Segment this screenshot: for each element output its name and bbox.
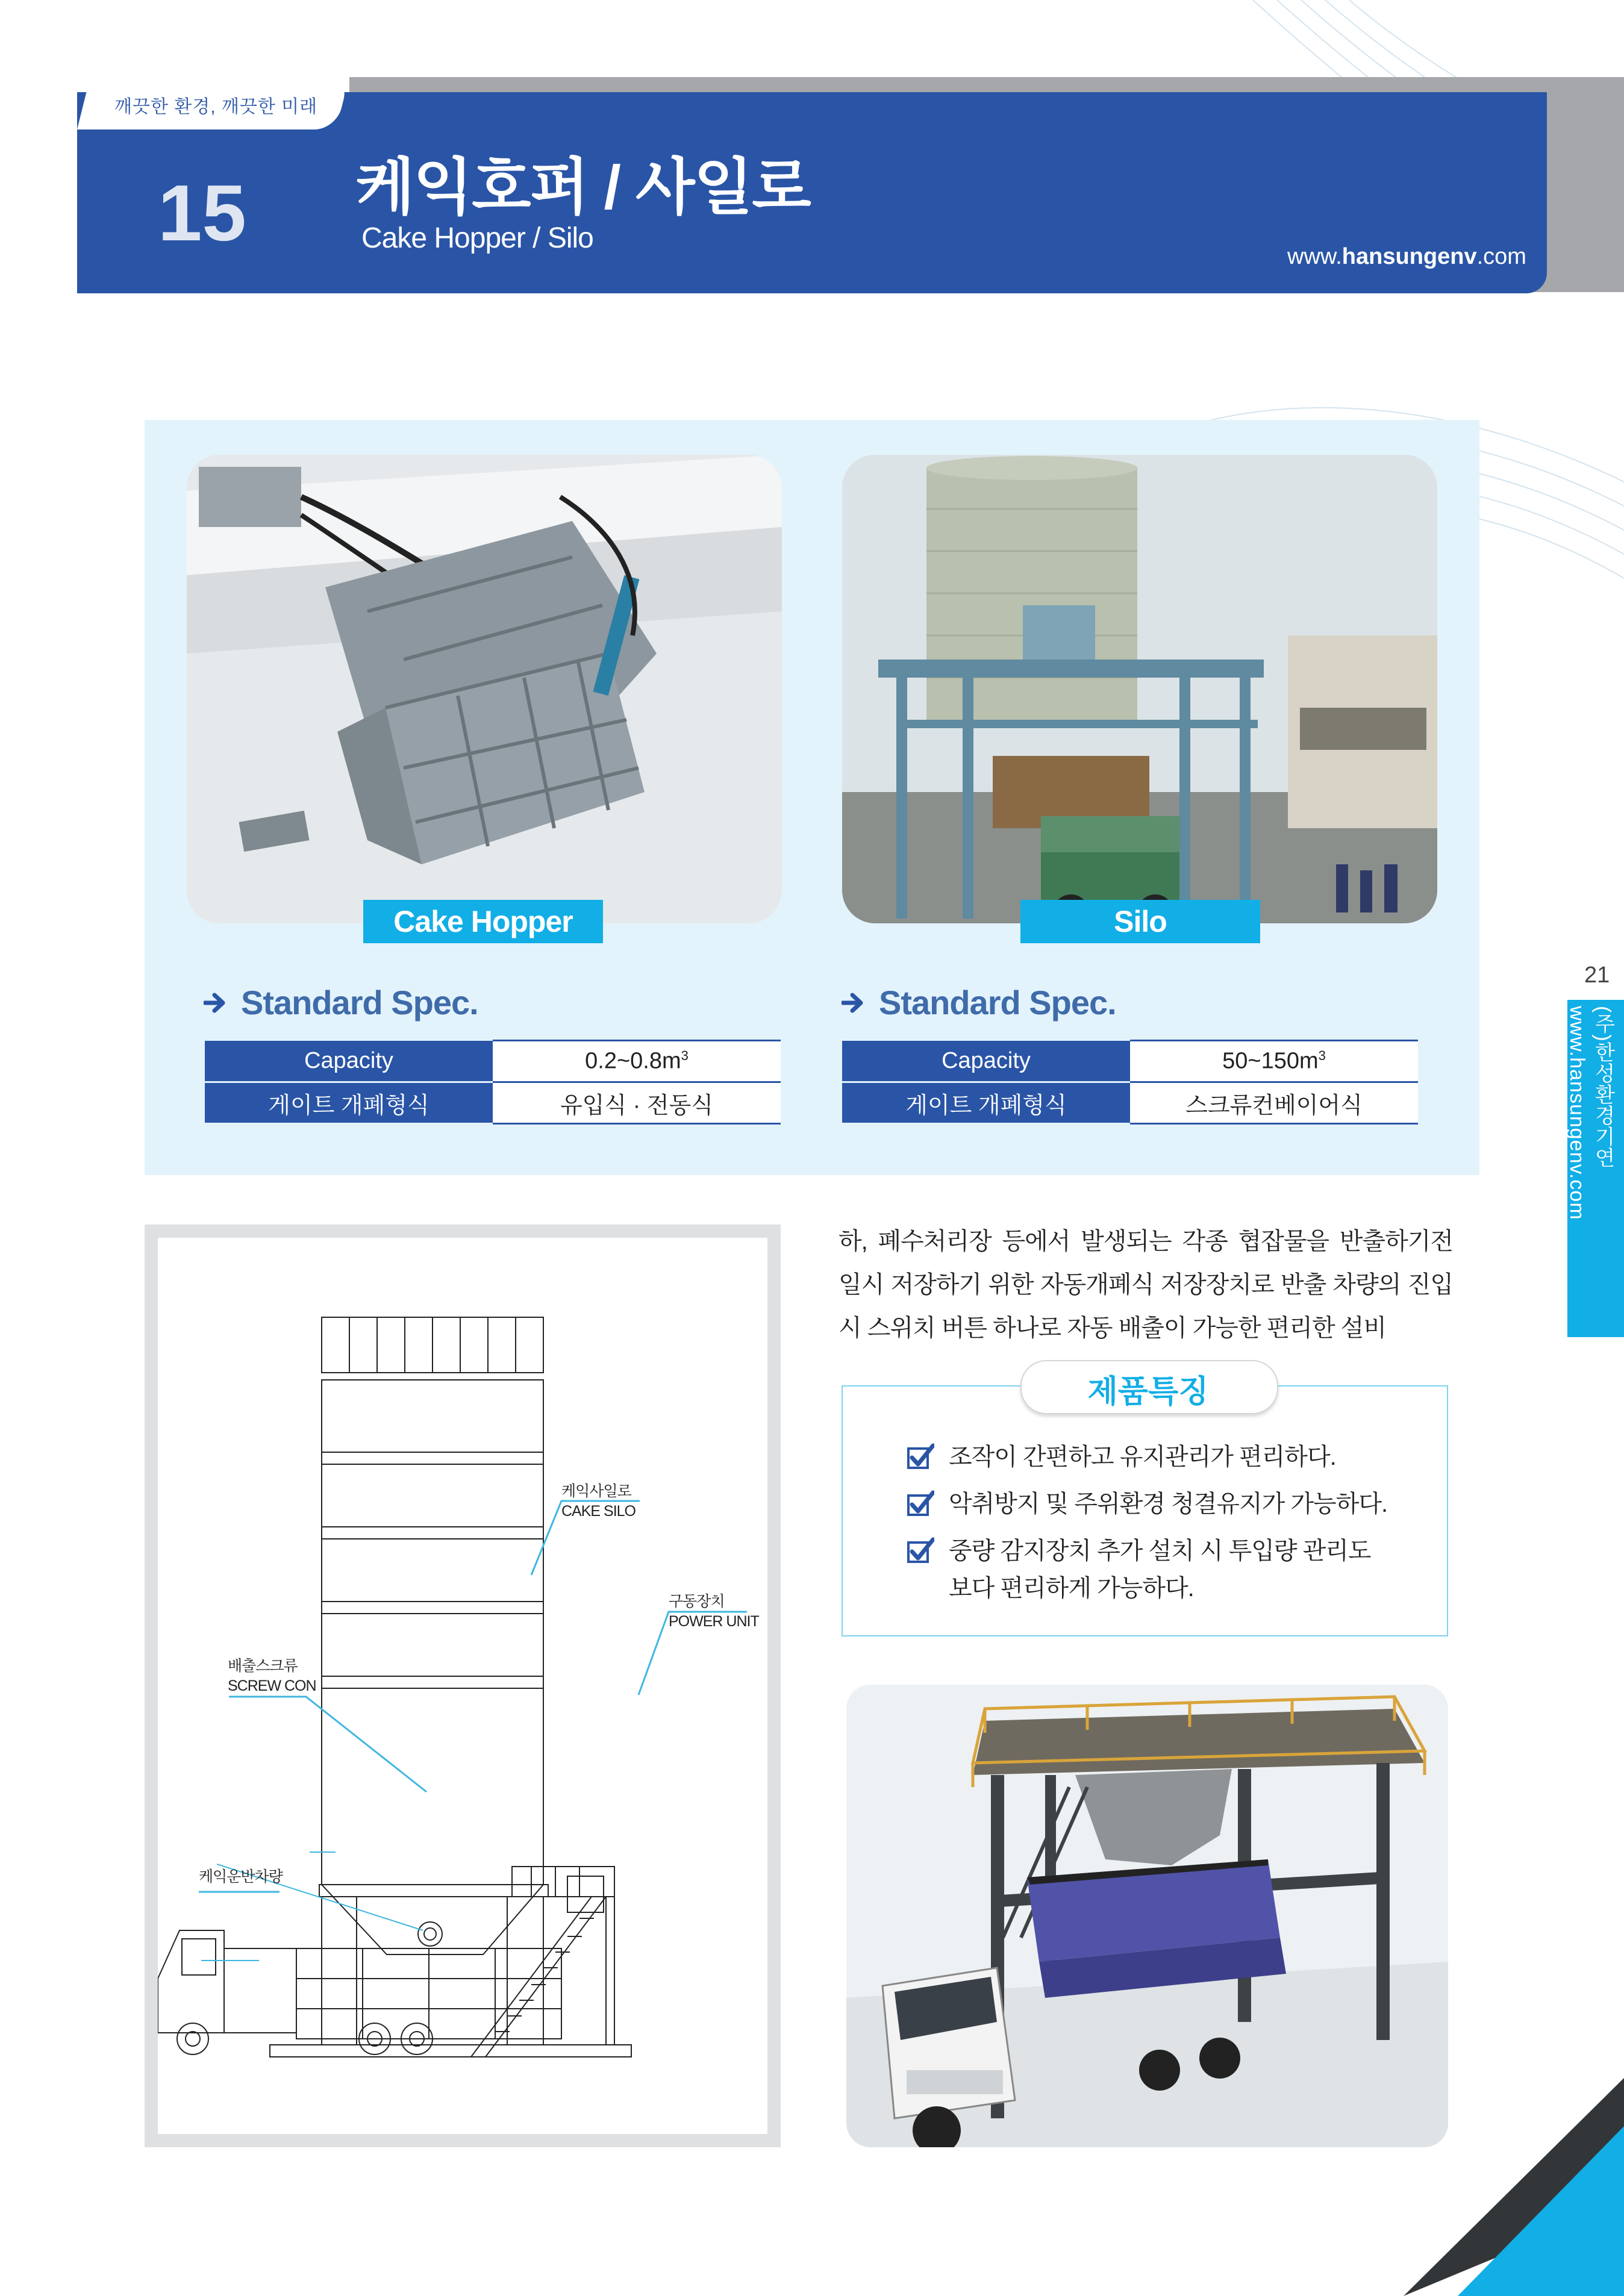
feature-item: 조작이 간편하고 유지관리가 편리하다. [949,1444,1336,1470]
website-brand: hansungenv [1341,244,1477,269]
silo-3d-render [846,1685,1448,2147]
cake-hopper-label: Cake Hopper [363,900,603,943]
checkbox-checked-icon [907,1443,934,1471]
spec-table-hopper [205,1040,781,1125]
callout-leader-power [632,1611,753,1701]
spec-value-sup: 3 [681,1048,689,1064]
side-company-text: (주)한성환경기연 www.hansungenv.com [1566,1006,1614,1220]
product-description: 하, 폐수처리장 등에서 발생되는 각종 협잡물을 반출하기전 일시 저장하기 위한 자동개폐식 저장장치로 반출 차량의 진입시 스위치 버튼 하나로 자동 배출이 가능한 편리한 설비 [839,1228,1453,1341]
page-title: 케익호퍼 / 사일로 [355,153,810,222]
spec-value: 스크류컨베이어식 [1130,1082,1418,1124]
spec-heading-hopper: Standard Spec. [241,984,478,1022]
feature-item: 보다 편리하게 가능하다. [949,1575,1194,1602]
table-row [205,1041,781,1082]
page-subtitle: Cake Hopper / Silo [361,222,593,254]
callout-leader-screw [228,1695,433,1798]
corner-decoration [1385,2078,1624,2296]
checkbox-checked-icon [907,1490,934,1518]
callout-leader-truck [199,1890,283,1894]
callout-screw-con-ko: 배출스크류 [228,1658,298,1674]
feature-item: 악취방지 및 주위환경 청결유지가 가능하다. [949,1491,1388,1517]
spec-value-sup: 3 [1318,1048,1326,1064]
arrow-right-icon [842,991,864,1014]
feature-item: 중량 감지장치 추가 설치 시 투입량 관리도 [949,1538,1371,1564]
page-number: 21 [1584,962,1610,988]
table-row [842,1082,1418,1124]
arrow-right-icon [204,991,226,1014]
callout-screw-con [228,1656,316,1696]
spec-value [493,1041,781,1082]
spec-key: 게이트 개폐형식 [842,1082,1130,1124]
website-suffix: .com [1476,244,1526,269]
spec-key: 게이트 개폐형식 [205,1082,493,1124]
cake-hopper-photo [187,455,782,923]
callout-power-unit-ko: 구동장치 [669,1593,725,1610]
section-number: 15 [158,169,246,257]
table-row [205,1082,781,1124]
spec-value [1130,1041,1418,1082]
spec-heading-silo: Standard Spec. [879,984,1116,1022]
spec-table-silo [842,1040,1418,1125]
spec-value-text: 0.2~0.8m [585,1048,681,1074]
features-title: 제품특징 [1087,1374,1209,1409]
checkbox-checked-icon [907,1537,934,1565]
silo-photo [842,455,1437,923]
spec-value-text: 50~150m [1222,1048,1319,1074]
callout-power-unit-en: POWER UNIT [669,1613,759,1630]
website-prefix: www. [1287,244,1342,269]
spec-key: Capacity [842,1041,1130,1082]
spec-value: 유입식 · 전동식 [493,1082,781,1124]
callout-cake-silo-ko: 케익사일로 [561,1483,631,1500]
callout-screw-con-en: SCREW CON [228,1677,316,1694]
header-tagline: 깨끗한 환경, 깨끗한 미래 [114,97,318,117]
callout-leader-silo [525,1500,646,1584]
silo-label: Silo [1020,900,1260,943]
callout-cake-truck: 케익운반차량 [199,1868,283,1885]
header-website-link[interactable] [1287,244,1526,270]
table-row [842,1041,1418,1082]
callout-cake-silo-en: CAKE SILO [561,1503,636,1520]
spec-key: Capacity [205,1041,493,1082]
